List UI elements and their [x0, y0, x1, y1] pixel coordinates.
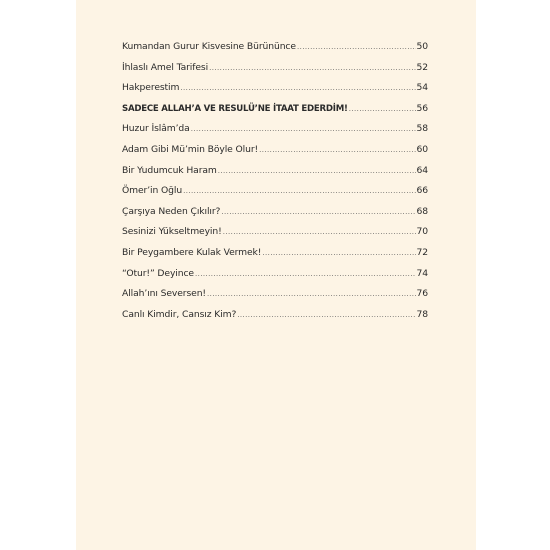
toc-leader-dots: [207, 290, 415, 298]
toc-leader-dots: [262, 249, 415, 257]
toc-entry: [122, 226, 428, 247]
toc-entry-page: 60: [416, 143, 428, 155]
toc-entry-title: Bir Yudumcuk Haram: [122, 164, 217, 176]
toc-entry-page: 64: [416, 164, 428, 176]
toc-entry: [122, 309, 428, 330]
toc-leader-dots: [195, 270, 416, 278]
toc-entry: [122, 185, 428, 206]
toc-entry-title: Kumandan Gurur Kisvesine Bürününce: [122, 41, 296, 52]
toc-entry: [122, 144, 428, 165]
toc-entry: [122, 62, 428, 83]
toc-entry-page: 74: [416, 267, 428, 279]
toc-leader-dots: [259, 146, 415, 154]
toc-entry-page: 70: [416, 226, 428, 238]
toc-entry-title: Sesinizi Yükseltmeyin!: [122, 226, 222, 238]
table-of-contents: [122, 41, 428, 329]
toc-entry-title: Adam Gibi Mü’min Böyle Olur!: [122, 143, 259, 155]
toc-leader-dots: [237, 311, 415, 319]
toc-entry-title: Huzur İslâm’da: [122, 123, 190, 135]
toc-entry-title: Allah’ını Seversen!: [122, 288, 207, 300]
toc-entry: [122, 82, 428, 103]
toc-entry: [122, 288, 428, 309]
toc-leader-dots: [218, 167, 416, 175]
toc-entry-page: 72: [416, 246, 428, 258]
toc-entry: [122, 247, 428, 268]
toc-leader-dots: [349, 105, 416, 113]
toc-leader-dots: [180, 84, 415, 92]
toc-leader-dots: [223, 228, 416, 236]
toc-entry-title: Bir Peygambere Kulak Vermek!: [122, 246, 262, 258]
toc-leader-dots: [297, 43, 416, 51]
toc-entry-title: Hakperestim: [122, 82, 180, 94]
toc-entry: [122, 103, 428, 124]
toc-leader-dots: [183, 187, 415, 195]
toc-entry-page: 76: [416, 288, 428, 300]
toc-entry: [122, 268, 428, 289]
toc-entry-title: SADECE ALLAH’A VE RESULÜ’NE İTAAT EDERDİM!: [122, 103, 348, 114]
toc-entry-page: 52: [416, 61, 428, 73]
toc-leader-dots: [191, 125, 416, 133]
toc-entry-page: 58: [416, 123, 428, 135]
toc-entry-title: Çarşıya Neden Çıkılır?: [122, 205, 221, 217]
toc-entry: [122, 206, 428, 227]
toc-entry: [122, 123, 428, 144]
toc-leader-dots: [209, 64, 415, 72]
toc-entry-page: 56: [416, 102, 428, 114]
toc-entry-title: “Otur!” Deyince: [122, 267, 194, 279]
toc-entry-page: 66: [416, 185, 428, 197]
toc-entry-page: 54: [416, 82, 428, 94]
toc-entry-title: Ömer’in Oğlu: [122, 185, 183, 197]
toc-entry: [122, 165, 428, 186]
toc-entry: [122, 41, 428, 62]
toc-leader-dots: [221, 208, 415, 216]
toc-entry-title: Canlı Kimdir, Cansız Kim?: [122, 308, 237, 320]
toc-entry-title: İhlaslı Amel Tarifesi: [122, 61, 209, 73]
toc-entry-page: 50: [416, 41, 428, 52]
toc-entry-page: 78: [416, 308, 428, 320]
toc-entry-page: 68: [416, 205, 428, 217]
